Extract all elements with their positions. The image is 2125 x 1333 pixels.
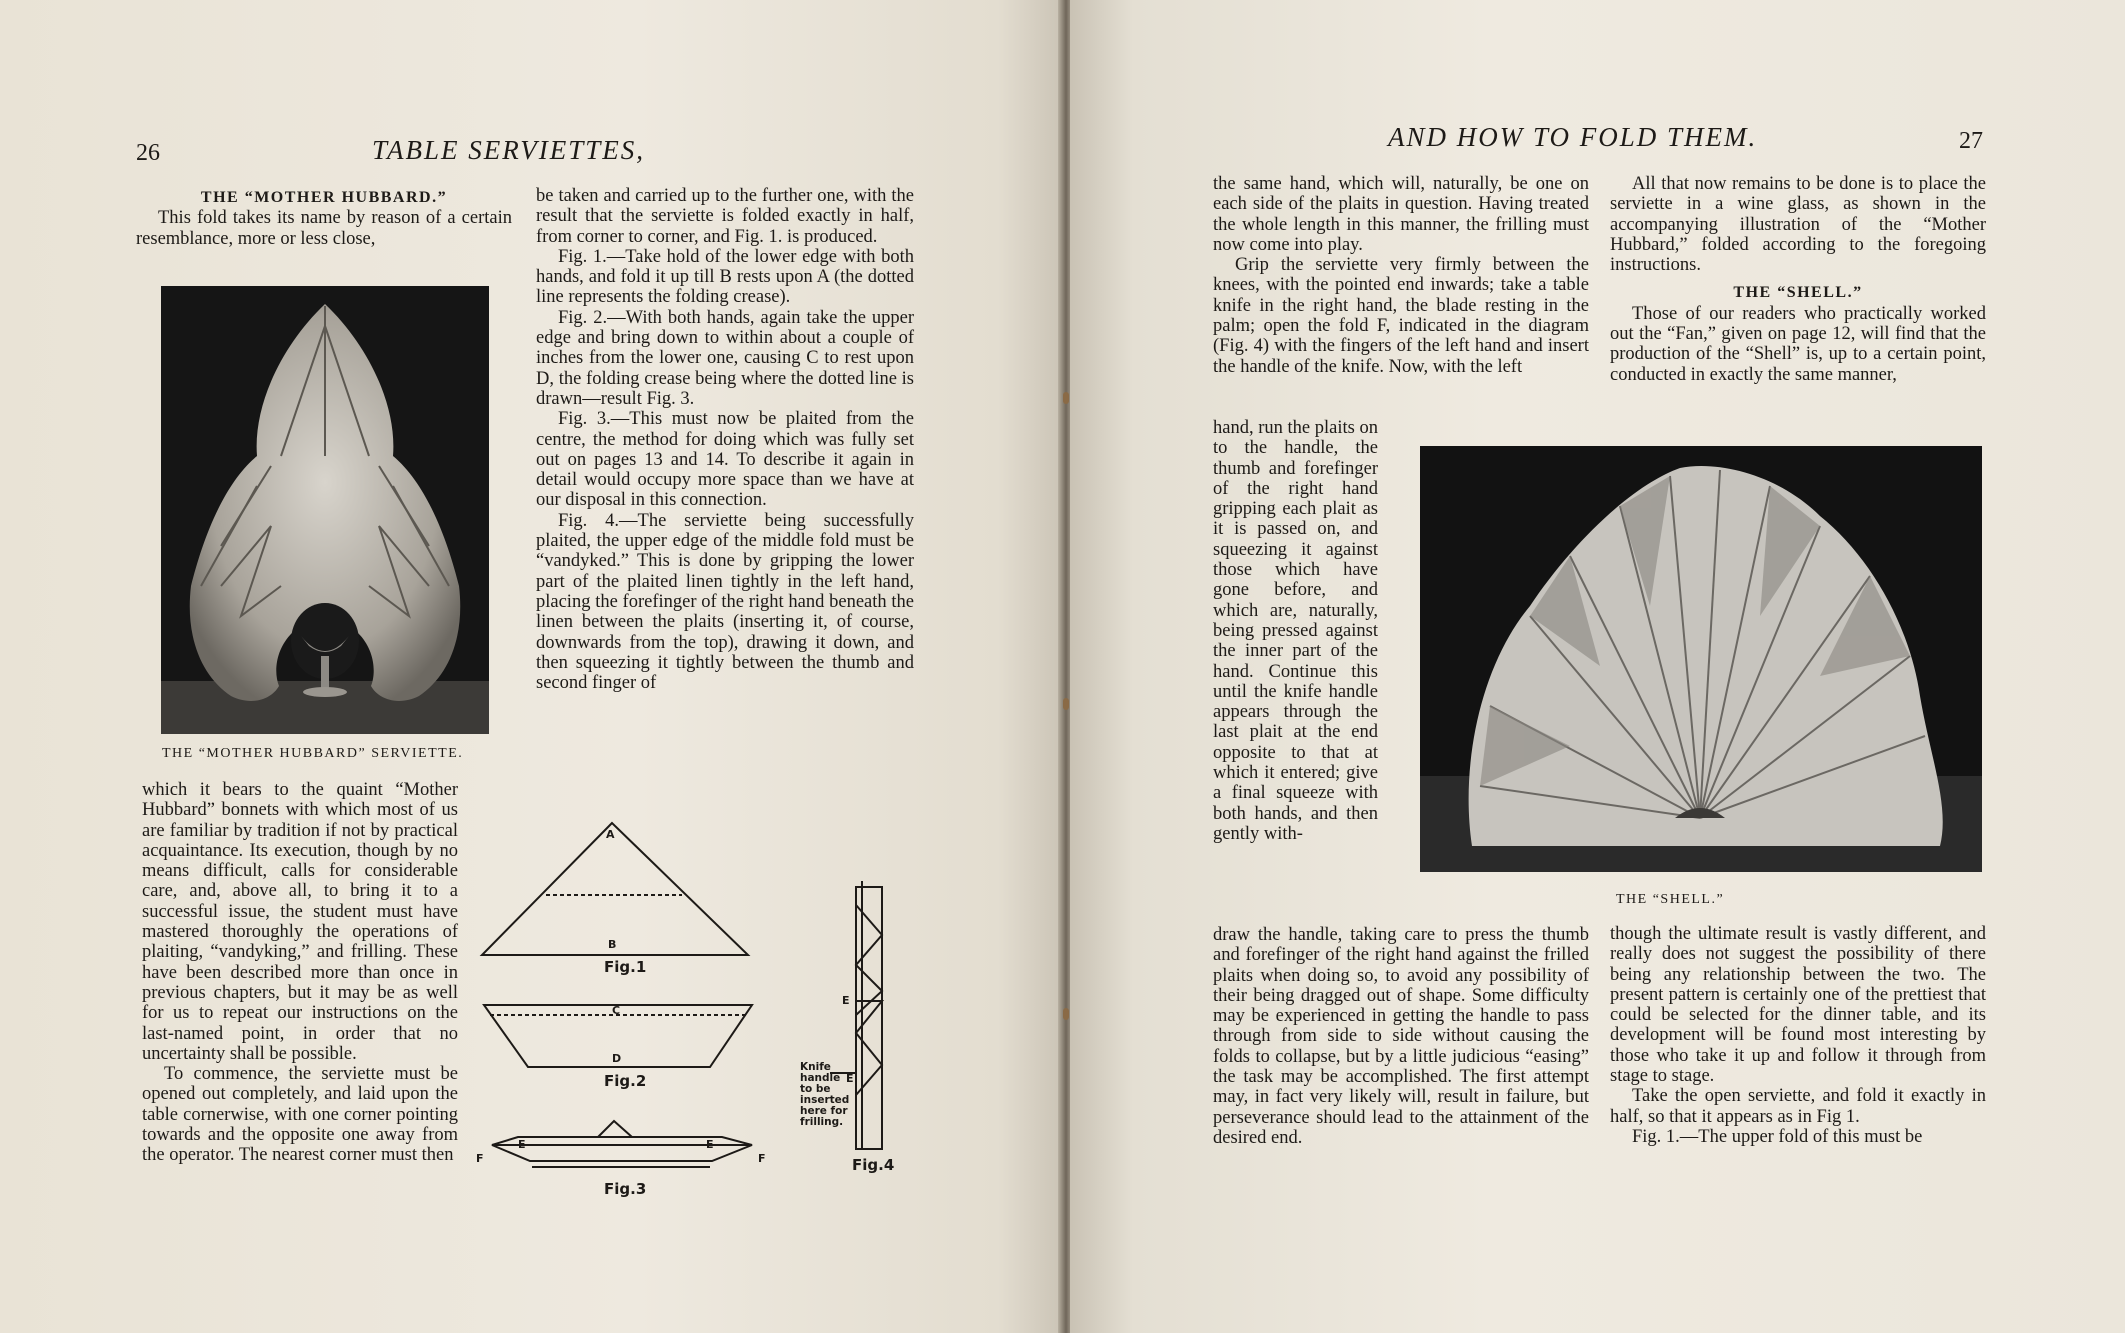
shell-photo [1420, 446, 1982, 872]
mother-hubbard-photo [161, 286, 489, 734]
paragraph: Grip the serviette very firmly between the knees, with the pointed end inwards; take a table knife in the right hand, the blade resting in the palm; open the fold F, indicated in the diagram (Fig. 4) with the fingers of the left hand and insert the handle of the knife. Now, with the left [1213, 255, 1589, 377]
fig1-triangle [482, 823, 748, 955]
diagram-letter: F [758, 1152, 766, 1165]
paragraph: All that now remains to be done is to place the serviette in a wine glass, as shown in the accompanying illustration of the “Mother Hubbard,” folded according to the foregoing instructions. [1610, 174, 1986, 276]
right-col1-narrow [1213, 418, 1378, 844]
paragraph: the same hand, which will, naturally, be one on each side of the plaits in question. Having treated the whole length in this manner, the frilling must now come into play. [1213, 174, 1589, 255]
binding-stitch [1063, 698, 1069, 710]
paragraph: draw the handle, taking care to press the thumb and forefinger of the right hand against the frilled plaits when doing so, to avoid any possibility of their being dragged out of shape. Some difficulty may be experienced in getting the handle to pass through from side to side without causing the folds to collapse, but by a little judicious “easing” the task may be accomplished. The first attempt may, in fact very likely will, result in failure, but perseverance should lead to the attainment of the desired end. [1213, 925, 1589, 1148]
fig1-label: Fig.1 [604, 958, 647, 976]
paragraph: Fig. 2.—With both hands, again take the upper edge and bring down to within about a couple of inches from the lower one, causing C to rest upon D, the folding crease being where the dotted line is drawn—result Fig. 3. [536, 307, 914, 409]
paragraph: Take the open serviette, and fold it exactly in half, so that it appears as in Fig 1. [1610, 1086, 1986, 1127]
section-title-shell: THE “SHELL.” [1733, 284, 1863, 302]
diagram-letter: F [476, 1152, 484, 1165]
paragraph: be taken and carried up to the further one, with the result that the serviette is folded exactly in half, from corner to corner, and Fig. 1. is produced. [536, 186, 914, 247]
binding-stitch [1063, 1008, 1069, 1020]
paragraph: Fig. 1.—Take hold of the lower edge with both hands, and fold it up till B rests upon A (the dotted line represents the folding crease). [536, 246, 914, 308]
right-page [1070, 0, 2125, 1333]
right-col2-bottom [1610, 924, 1986, 1147]
paragraph: This fold takes its name by reason of a certain resemblance, more or less close, [136, 208, 512, 249]
diagram-letter: B [608, 938, 617, 951]
diagram-letter: E [518, 1138, 526, 1151]
fig4-zigzag [856, 905, 882, 1015]
left-col1-top [136, 188, 512, 249]
right-col1-top [1213, 174, 1589, 377]
paragraph: hand, run the plaits on to the handle, the thumb and forefinger of the right hand gripping each plait as it is passed on, and squeezing it against those which have gone before, and which are, naturally, being pressed against the inner part of the hand. Continue this until the knife handle appears through the last plait at the end opposite to that at which it entered; give a final squeeze with both hands, and then gently with- [1213, 418, 1378, 844]
knife-note: Knife handle to be inserted here for frilling. [800, 1061, 850, 1128]
paragraph: which it bears to the quaint “Mother Hubbard” bonnets with which most of us are familiar by tradition if not by practical acquaintance. Its execution, though by no means difficult, calls for considerable care, and, above all, to bring it to a successful issue, the student must have mastered thoroughly the operations of plaiting, “vandyking,” and frilling. These have been described more than once in previous chapters, but it may be as well for us to repeat our instructions on the last-named point, in order that no uncertainty shall be possible. [142, 780, 458, 1064]
paragraph: Those of our readers who practically worked out the “Fan,” given on page 12, will find that the production of the “Shell” is, up to a certain point, conducted in exactly the same manner, [1610, 303, 1986, 385]
paragraph: Fig. 1.—The upper fold of this must be [1632, 1126, 1923, 1147]
paragraph: To commence, the serviette must be opened out completely, and laid upon the table cornerwise, with one corner pointing towards and the opposite one away from the operator. The nearest corner must then [142, 1064, 458, 1166]
diagram-letter: E [706, 1138, 714, 1151]
right-col2-top [1610, 174, 1986, 385]
left-page [0, 0, 1062, 1333]
running-head: TABLE SERVIETTES, [372, 135, 646, 165]
folding-diagram [470, 815, 930, 1210]
left-col1-bottom [142, 780, 458, 1166]
paragraph: Fig. 3.—This must now be plaited from the centre, the method for doing which was fully set out on pages 13 and 14. To describe it again in detail would occupy more space than we have at our disposal in this connection. [536, 409, 914, 511]
fig4-zigzag [856, 1001, 882, 1095]
paragraph: Fig. 4.—The serviette being successfully plaited, the upper edge of the middle fold must be “vandyked.” This is done by gripping the lower part of the plaited linen tightly in the left hand, placing the forefinger of the right hand beneath the linen between the plaits (inserting it, of course, downwards from the top), drawing it down, and then squeezing it tightly between the thumb and second finger of [536, 510, 914, 694]
section-title-mother-hubbard: THE “MOTHER HUBBARD.” [200, 189, 448, 206]
diagram-letter: D [612, 1052, 622, 1065]
left-col2 [536, 186, 914, 693]
page-number: 27 [1959, 128, 1983, 154]
binding-stitch [1063, 392, 1069, 404]
photo-caption: THE “SHELL.” [1616, 892, 1725, 907]
fig2-label: Fig.2 [604, 1072, 647, 1090]
diagram-letter: A [606, 828, 615, 841]
page-number: 26 [136, 140, 160, 166]
fig3-label: Fig.3 [604, 1180, 647, 1198]
fig3-peak [598, 1121, 632, 1137]
running-head: AND HOW TO FOLD THEM. [1388, 122, 1758, 152]
right-col1-bottom [1213, 925, 1589, 1148]
diagram-letter: E [846, 1072, 854, 1085]
photo-caption: THE “MOTHER HUBBARD” SERVIETTE. [162, 746, 464, 761]
diagram-letter: C [612, 1004, 621, 1017]
fig4-label: Fig.4 [852, 1156, 895, 1174]
paragraph: though the ultimate result is vastly different, and really does not suggest the possibility of there being any relationship between the two. The present pattern is certainly one of the prettiest that could be selected for the dinner table, and its development will be found most interesting by those who take it up and follow it through from stage to stage. [1610, 924, 1986, 1087]
diagram-letter: E [842, 994, 850, 1007]
